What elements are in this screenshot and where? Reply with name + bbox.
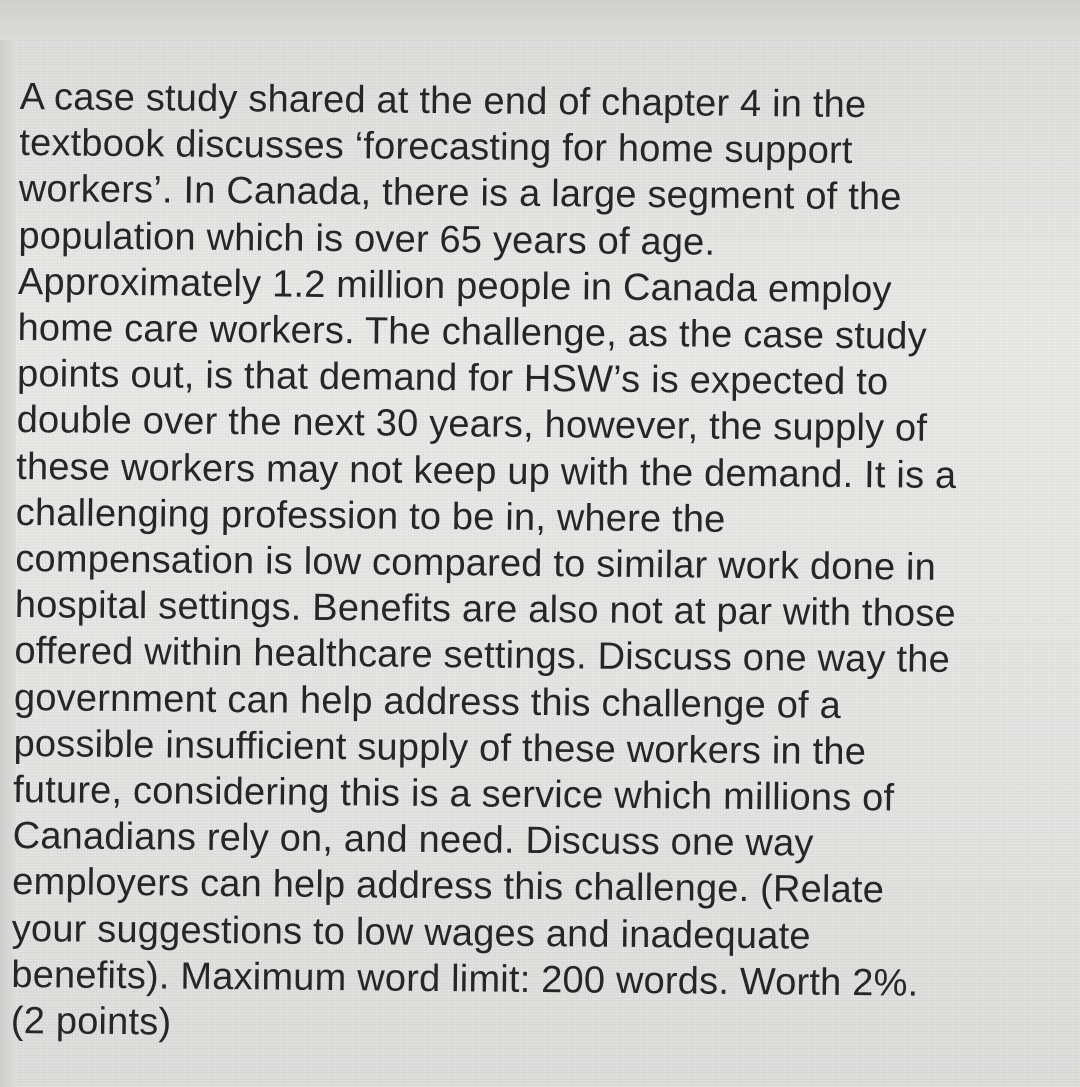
question-line: government can help address this challenge of a: [13, 676, 842, 727]
question-line: home care workers. The challenge, as the case study: [17, 307, 928, 358]
question-line: future, considering this is a service which millions of: [12, 769, 895, 820]
question-line: these workers may not keep up with the demand. It is a: [16, 445, 957, 497]
question-line: (2 points): [10, 1000, 172, 1044]
question-line: Canadians rely on, and need. Discuss one way: [12, 815, 814, 865]
question-line: double over the next 30 years, however, the supply of: [16, 399, 928, 451]
question-line: population which is over 65 years of age.: [18, 214, 716, 264]
question-line: A case study shared at the end of chapter 4 in the: [19, 75, 867, 127]
question-line: compensation is low compared to similar work done in: [15, 538, 937, 589]
question-line: possible insufficient supply of these workers in the: [13, 722, 867, 773]
question-line: offered within healthcare settings. Discuss one way the: [14, 630, 951, 682]
question-line: Approximately 1.2 million people in Canada employ: [17, 260, 892, 312]
question-line: benefits). Maximum word limit: 200 words. Worth 2%.: [11, 953, 919, 1005]
question-line: employers can help address this challenge. (Relate: [12, 861, 885, 912]
question-line: workers’. In Canada, there is a large segment of the: [18, 168, 902, 219]
question-line: points out, is that demand for HSW’s is expected to: [16, 353, 889, 404]
question-text: [11, 74, 1050, 1054]
question-line: hospital settings. Benefits are also not at par with those: [14, 584, 957, 636]
question-line: textbook discusses ‘forecasting for home support: [19, 122, 853, 173]
top-screen-strip: [0, 0, 1080, 40]
question-line: challenging profession to be in, where the: [15, 491, 726, 541]
question-line: your suggestions to low wages and inadequate: [11, 907, 811, 958]
